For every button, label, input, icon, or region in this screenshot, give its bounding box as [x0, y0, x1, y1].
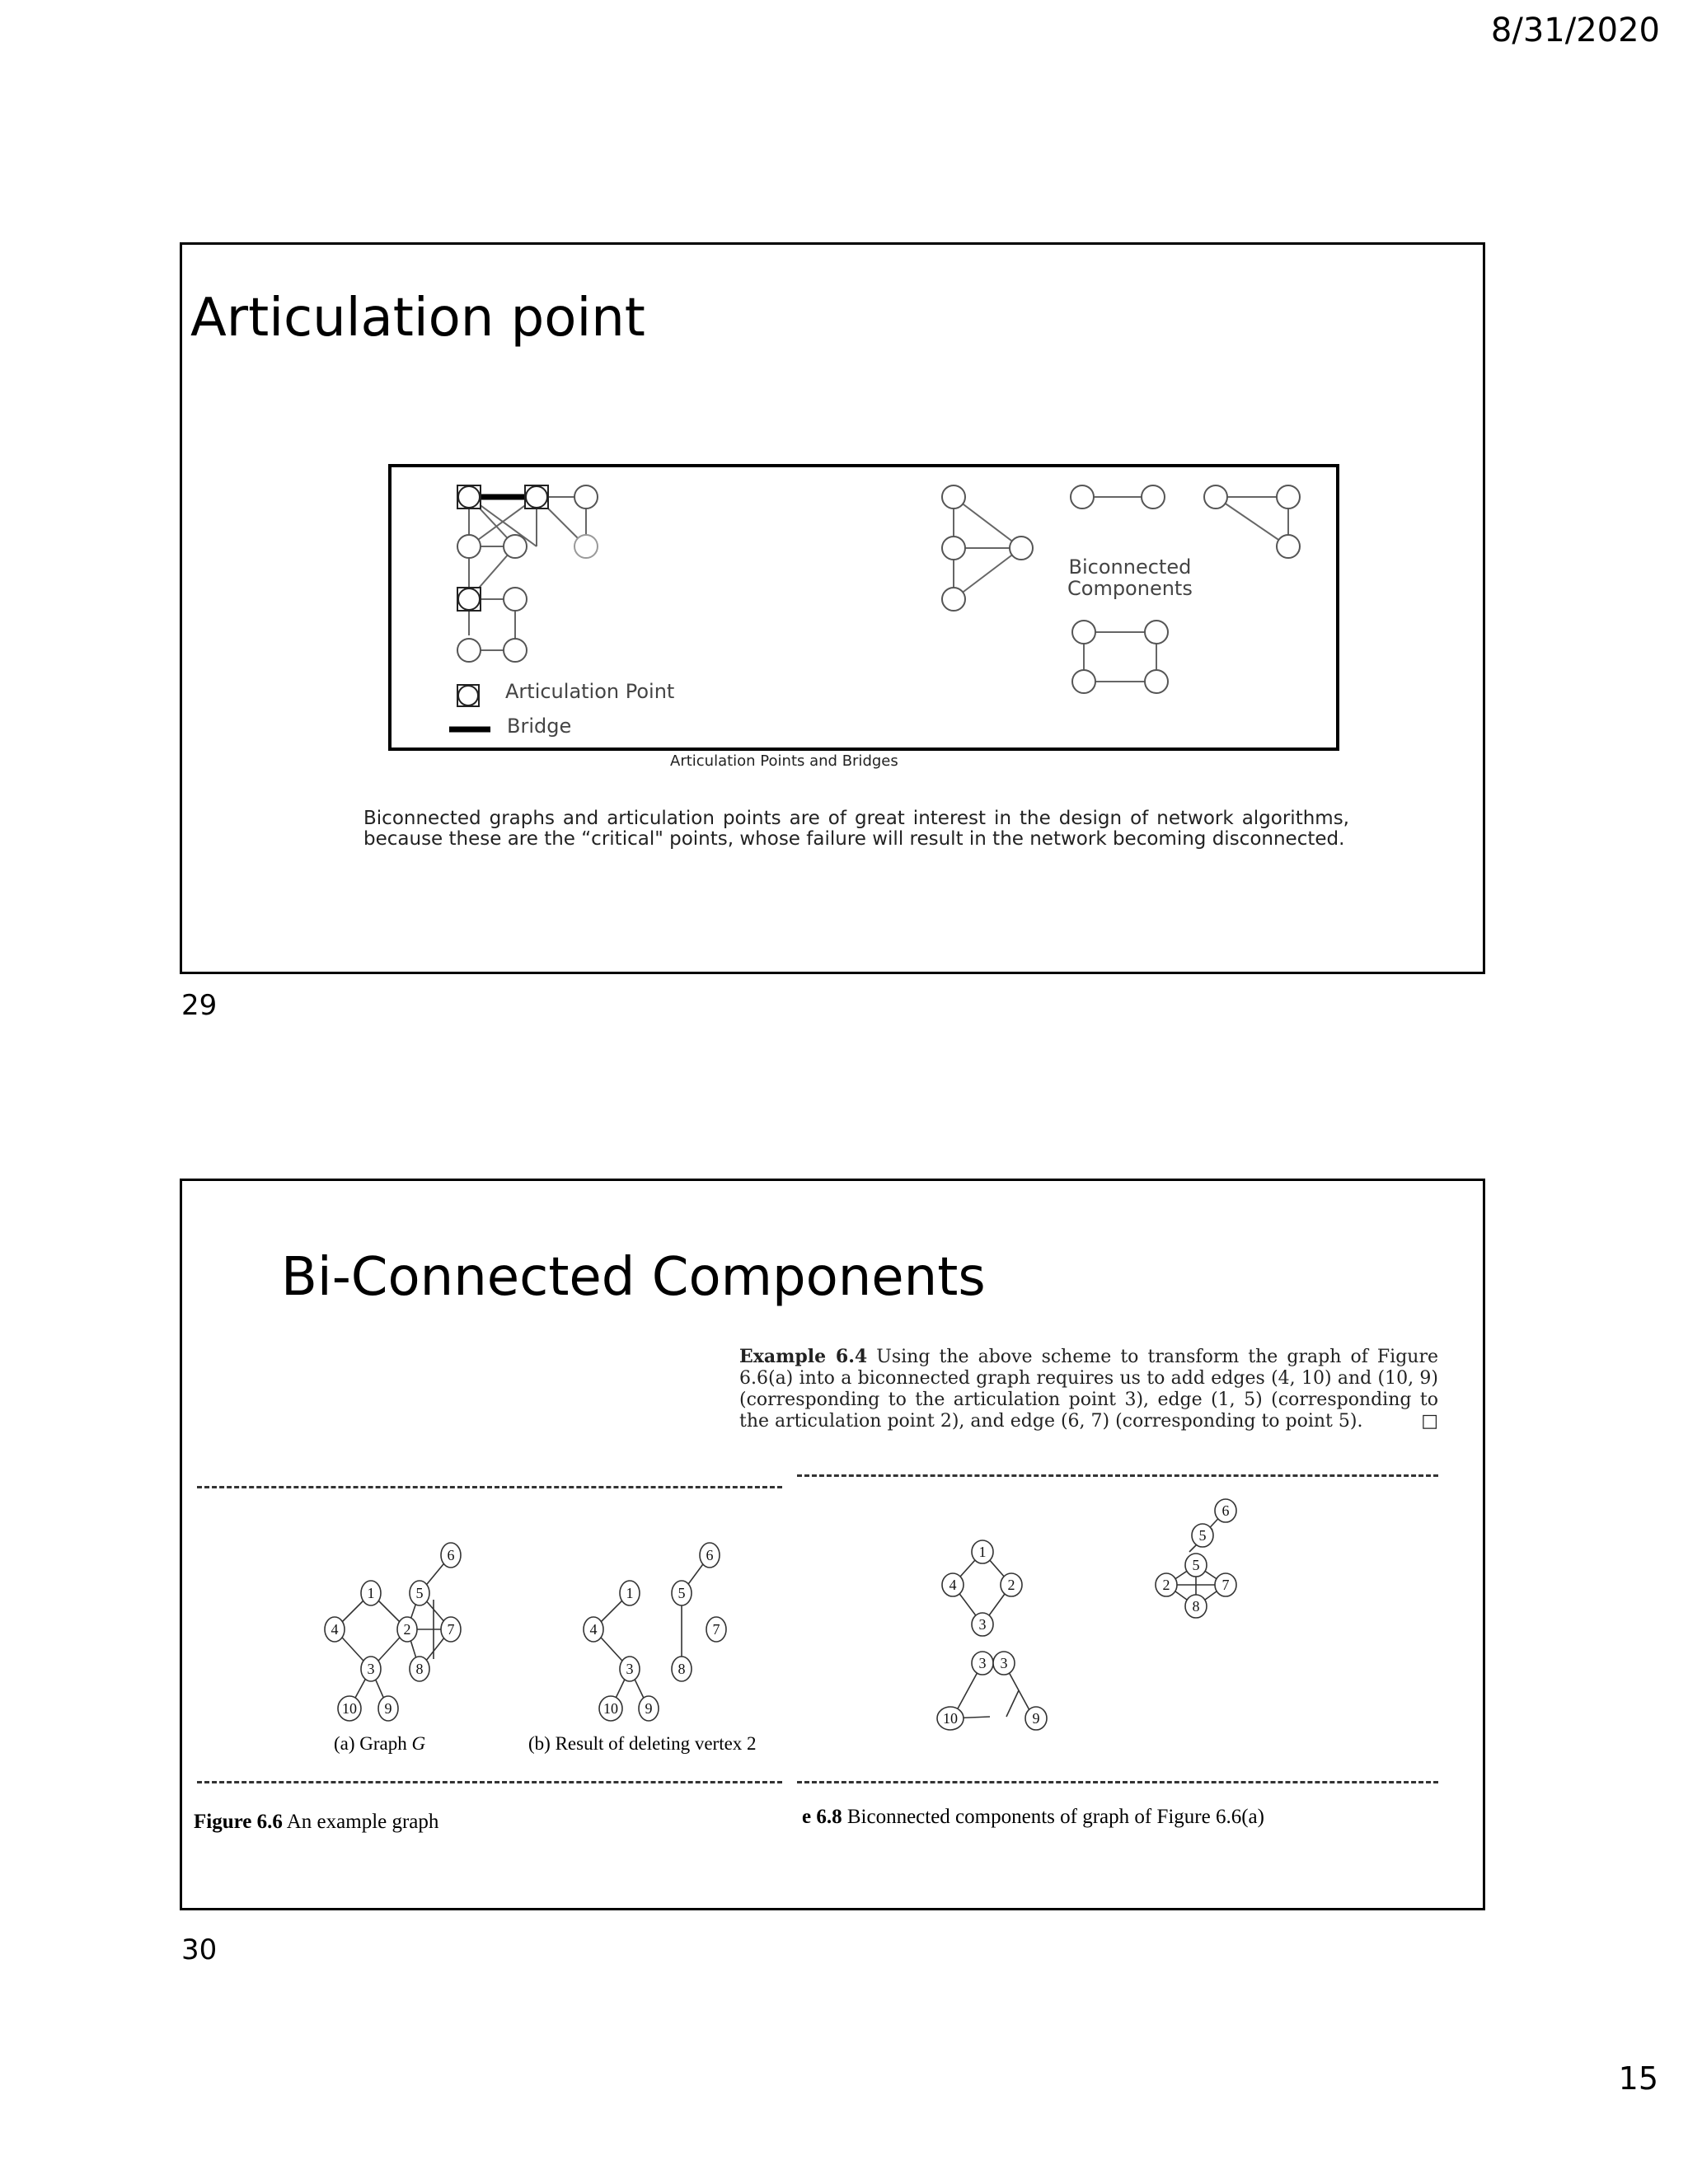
svg-text:1: 1: [626, 1585, 634, 1601]
svg-text:2: 2: [403, 1621, 411, 1638]
svg-text:5: 5: [1192, 1557, 1200, 1573]
svg-text:6: 6: [447, 1547, 455, 1563]
svg-text:3: 3: [626, 1661, 634, 1677]
legend-bridge: Bridge: [507, 715, 572, 738]
svg-text:3: 3: [978, 1616, 987, 1633]
svg-text:7: 7: [1221, 1577, 1230, 1593]
slide-number-30: 30: [181, 1933, 218, 1966]
articulation-graph-diagram: [392, 467, 1336, 748]
svg-text:9: 9: [645, 1700, 653, 1717]
svg-text:1: 1: [978, 1544, 987, 1560]
svg-text:1: 1: [367, 1585, 375, 1601]
page-number: 15: [1618, 2060, 1658, 2097]
svg-text:7: 7: [447, 1621, 455, 1638]
svg-text:5: 5: [678, 1585, 686, 1601]
svg-text:6: 6: [706, 1547, 714, 1563]
legend-articulation-point: Articulation Point: [505, 680, 675, 703]
rule-right-bottom: [797, 1781, 1438, 1783]
svg-text:2: 2: [1007, 1577, 1015, 1593]
svg-text:8: 8: [415, 1661, 424, 1677]
svg-text:3: 3: [1000, 1655, 1008, 1671]
example-6-4: [739, 1346, 1438, 1432]
rule-left-top: [197, 1486, 782, 1488]
svg-text:4: 4: [589, 1621, 598, 1638]
figure-6-8-caption: e 6.8 Biconnected components of graph of Figure 6.6(a): [802, 1806, 1264, 1828]
svg-text:5: 5: [415, 1585, 424, 1601]
svg-text:10: 10: [943, 1710, 958, 1727]
sub-caption-a: (a) Graph G: [334, 1733, 426, 1754]
slide-30: [180, 1179, 1485, 1910]
svg-text:10: 10: [342, 1700, 357, 1717]
slide-number-29: 29: [181, 989, 218, 1022]
svg-text:5: 5: [1198, 1527, 1207, 1544]
svg-text:8: 8: [678, 1661, 686, 1677]
svg-text:3: 3: [978, 1655, 987, 1671]
sub-caption-b: (b) Result of deleting vertex 2: [528, 1733, 757, 1754]
svg-text:9: 9: [1032, 1710, 1040, 1727]
figure-6-8-components: [792, 1486, 1443, 1766]
example-text: Using the above scheme to transform the graph of Figure 6.6(a) into a biconnected graph requires us to add edges (4, 10) and (10, 9) (corresponding to the articulation point 3), edge (1, 5) (corresponding to the articulation point 2), and edge (6, 7) (corresponding to point 5).: [739, 1347, 1439, 1432]
rule-left-bottom: [197, 1781, 782, 1783]
svg-text:7: 7: [712, 1621, 720, 1638]
svg-text:4: 4: [949, 1577, 957, 1593]
articulation-paragraph: Biconnected graphs and articulation points are of great interest in the design of network algorithms, because these are the “critical" points, whose failure will result in the network becoming disconnected.: [363, 808, 1349, 850]
rule-right-top: [797, 1474, 1438, 1477]
svg-text:9: 9: [384, 1700, 392, 1717]
example-label: Example 6.4: [739, 1346, 868, 1367]
svg-text:3: 3: [367, 1661, 375, 1677]
biconnected-label: Biconnected Components: [1067, 555, 1193, 600]
slide-title: Bi-Connected Components: [281, 1247, 986, 1308]
slide-29: [180, 242, 1485, 974]
figure-caption: Articulation Points and Bridges: [670, 752, 898, 770]
qed-symbol: □: [1421, 1411, 1438, 1432]
svg-text:6: 6: [1221, 1502, 1230, 1519]
slide-title: Articulation point: [190, 288, 645, 349]
articulation-figure: [388, 464, 1339, 751]
svg-text:2: 2: [1162, 1577, 1170, 1593]
svg-text:8: 8: [1192, 1598, 1200, 1615]
page-date: 8/31/2020: [1490, 12, 1660, 49]
svg-text:10: 10: [603, 1700, 618, 1717]
figure-6-6-caption: Figure 6.6 An example graph: [194, 1811, 439, 1833]
figure-6-6-graphs: [197, 1497, 790, 1761]
svg-text:4: 4: [331, 1621, 339, 1638]
